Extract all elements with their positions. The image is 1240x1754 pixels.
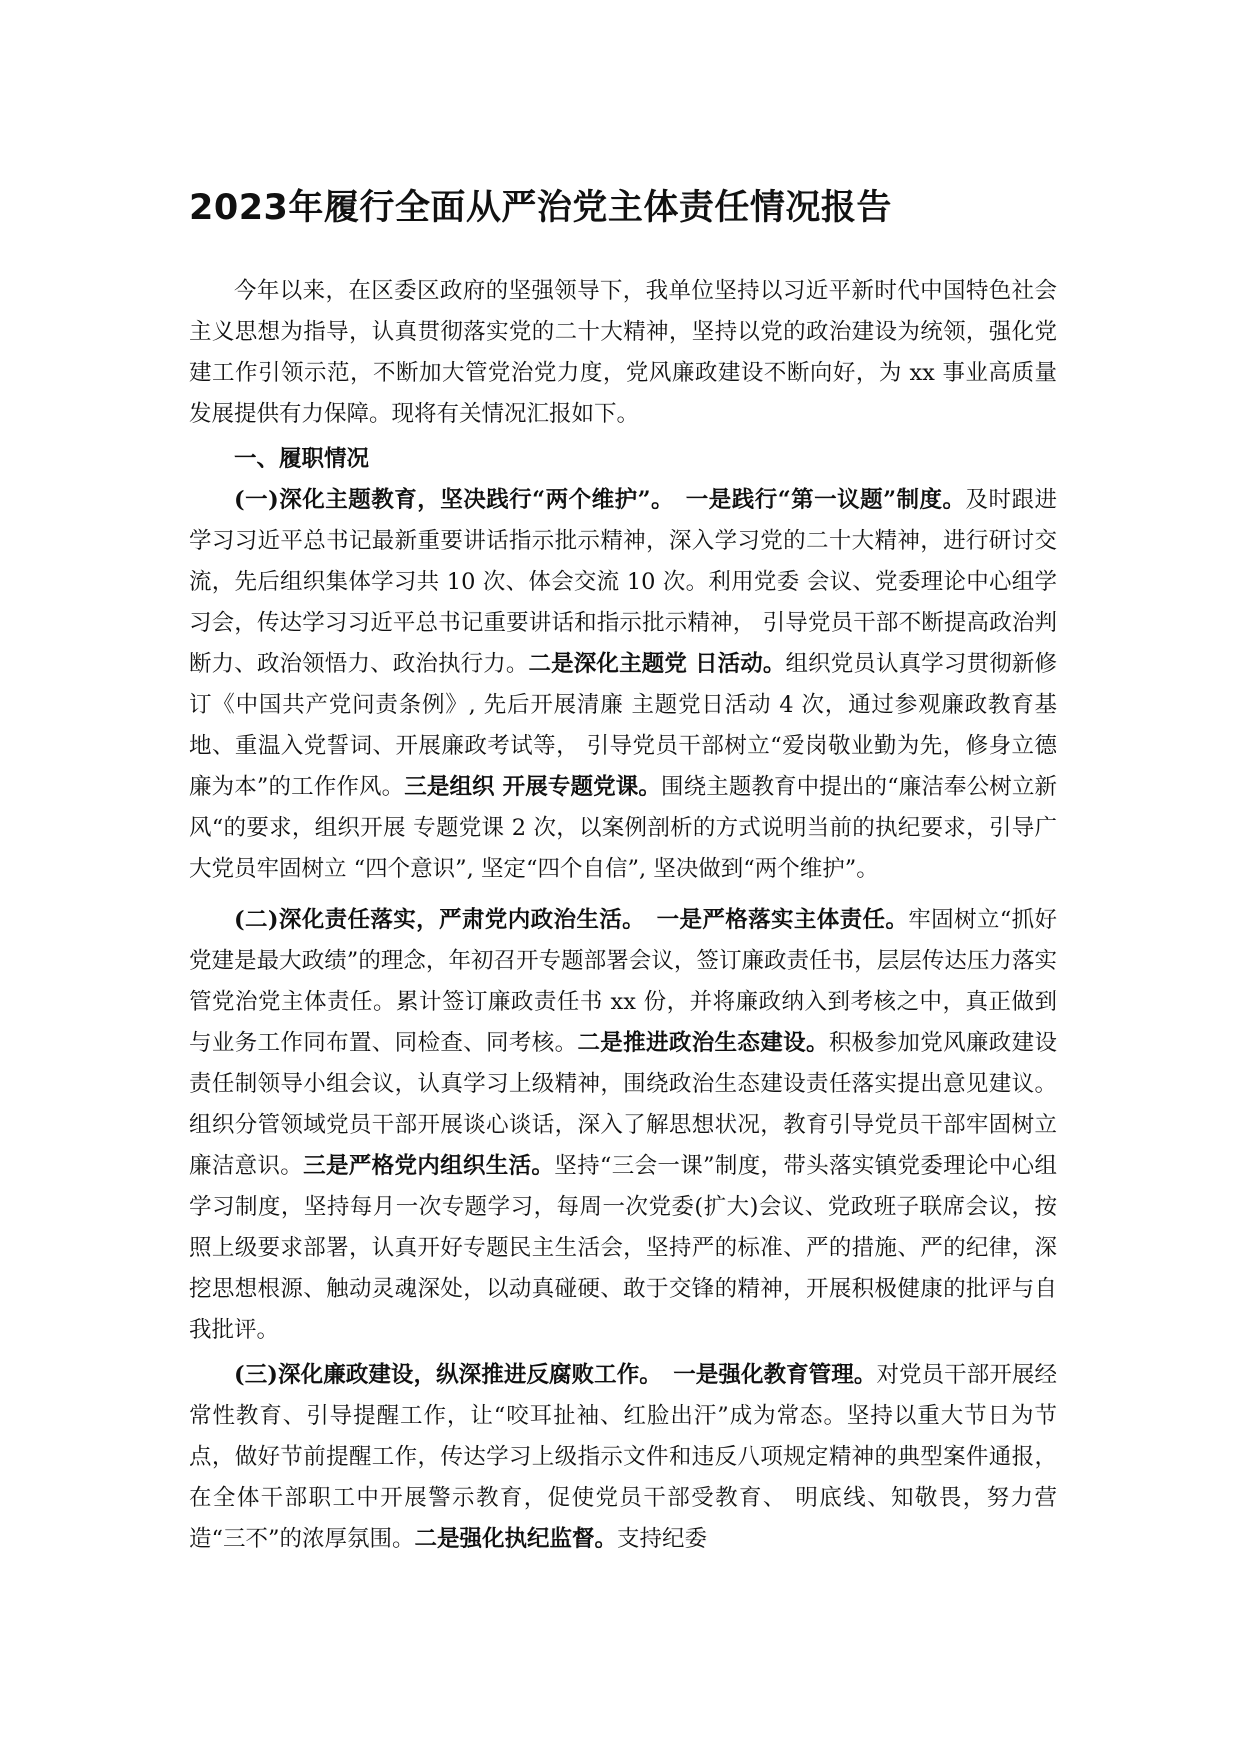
intro-paragraph: 今年以来，在区委区政府的坚强领导下，我单位坚持以习近平新时代中国特色社会主义思想为指导，认真贯彻落实党的二十大精神，坚持以党的政治建设为统领，强化党建工作引领示范，不断加大管党治党力度，党风廉政建设不断向好，为 xx 事业高质量发展提供有力保障。现将有关情况汇报如下。 <box>189 278 1057 427</box>
bold-phrase: 二是推进政治生态建设。 <box>577 1030 829 1056</box>
bold-phrase: 三是严格党内组织生活。 <box>303 1153 555 1179</box>
paragraph-text: 牢固树立“抓好党建是最大政绩”的理念，年初召开专题部署会议，签订廉政责任书，层层传达压力落实管党治党主体责任。累计签订廉政责任书 xx 份，并将廉政纳入到考核之中，真正做到与业务工作同布置、同检查、同考核。 <box>189 907 1057 1056</box>
document-title: 2023年履行全面从严治党主体责任情况报告 <box>189 188 892 228</box>
bold-phrase: 二是深化主题党 日活动。 <box>528 651 786 677</box>
paragraph-text: 积极参加党风廉政建设责任制领导小组会议，认真学习上级精神，围绕政治生态建设责任落实提出意见建议。组织分管领域党员干部开展谈心谈话，深入了解思想状况，教育引导党员干部牢固树立廉洁意识。 <box>189 1030 1057 1179</box>
paragraph-text: 组织党员认真学习贯彻新修订《中国共产党问责条例》, 先后开展清廉 主题党日活动 4 次，通过参观廉政教育基地、重温入党誓词、开展廉政考试等， 引导党员干部树立“爱岗敬业勤为先，修身立德廉为本”的工作作风。 <box>189 651 1057 800</box>
section-heading-duty: 一、履职情况 <box>234 446 370 472</box>
subheading-theme-education: (一)深化主题教育，坚决践行“两个维护”。 一是践行“第一议题”制度。 <box>234 487 966 513</box>
subheading-responsibility: (二)深化责任落实，严肃党内政治生活。 一是严格落实主体责任。 <box>234 907 909 933</box>
paragraph-responsibility <box>189 900 1057 1351</box>
paragraph-text: 围绕主题教育中提出的“廉洁奉公树立新风“的要求，组织开展 专题党课 2 次，以案例剖析的方式说明当前的执纪要求，引导广大党员牢固树立 “四个意识”, 坚定“四个自信”, 坚决做到“两个维护”。 <box>189 774 1057 882</box>
paragraph-theme-education <box>189 480 1057 890</box>
bold-phrase: 三是组织 开展专题党课。 <box>404 774 661 800</box>
subheading-anticorruption: (三)深化廉政建设，纵深推进反腐败工作。 一是强化教育管理。 <box>234 1362 877 1388</box>
bold-phrase: 二是强化执纪监督。 <box>414 1526 618 1552</box>
paragraph-text: 坚持“三会一课”制度，带头落实镇党委理论中心组学习制度，坚持每月一次专题学习，每周一次党委(扩大)会议、党政班子联席会议，按照上级要求部署，认真开好专题民主生活会，坚持严的标准、严的措施、严的纪律，深挖思想根源、触动灵魂深处，以动真碰硬、敢于交锋的精神，开展积极健康的批评与自我批评。 <box>189 1153 1057 1343</box>
paragraph-anticorruption <box>189 1355 1057 1560</box>
paragraph-text: 对党员干部开展经常性教育、引导提醒工作，让“咬耳扯袖、红脸出汗”成为常态。坚持以重大节日为节点，做好节前提醒工作，传达学习上级指示文件和违反八项规定精神的典型案件通报，在全体干部职工中开展警示教育，促使党员干部受教育、 明底线、知敬畏，努力营造“三不”的浓厚氛围。 <box>189 1362 1057 1552</box>
paragraph-text: 支持纪委 <box>617 1526 708 1552</box>
paragraph-text: 及时跟进学习习近平总书记最新重要讲话指示批示精神，深入学习党的二十大精神，进行研讨交流，先后组织集体学习共 10 次、体会交流 10 次。利用党委 会议、党委理论中心组学习会，传达学习习近平总书记重要讲话和指示批示精神， 引导党员干部不断提高政治判断力、政治领悟力、政治执行力。 <box>189 487 1057 677</box>
document-page <box>189 183 1057 1560</box>
